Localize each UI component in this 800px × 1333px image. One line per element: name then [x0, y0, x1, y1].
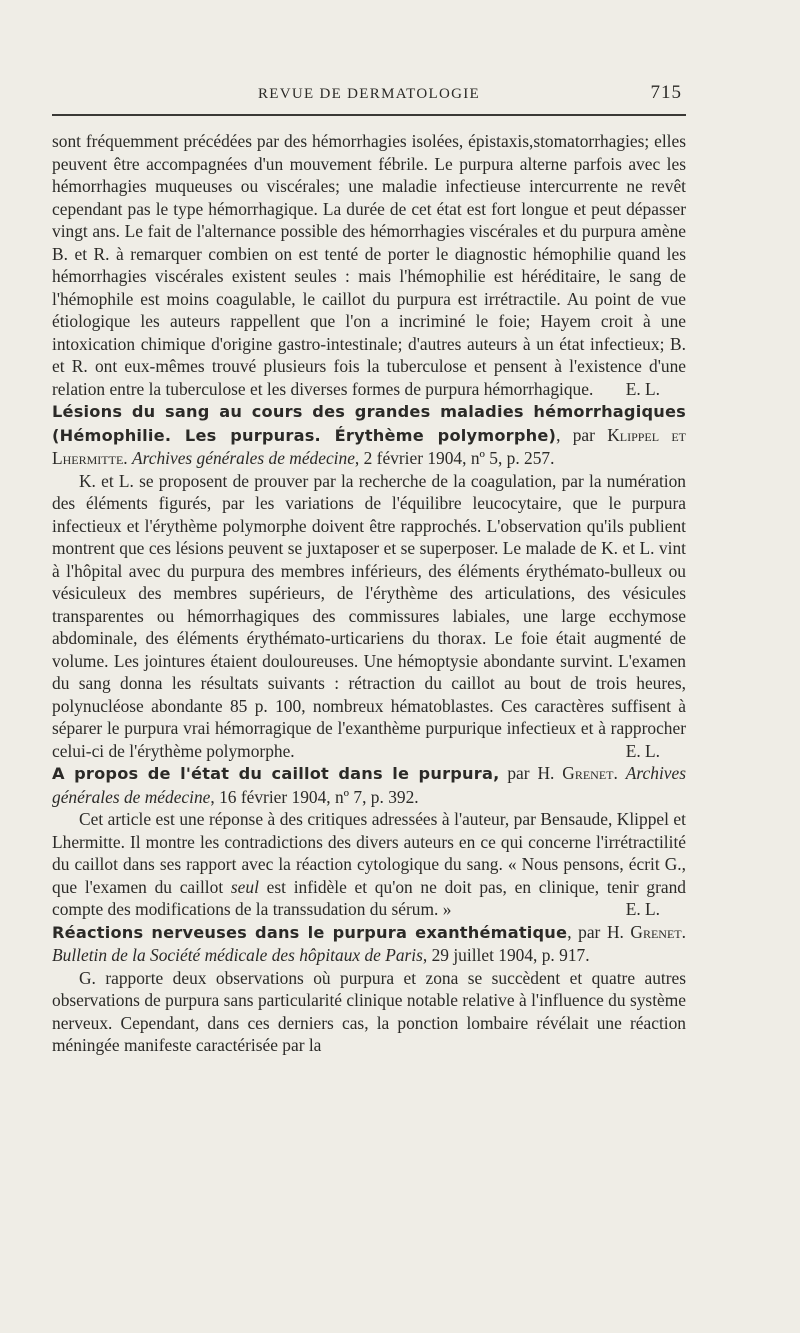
page-header — [52, 80, 686, 116]
journal-name: Archives générales de médecine — [132, 448, 355, 468]
paragraph-text: est infidèle et qu'on ne doit pas, en clinique, tenir grand compte des modifications de la transsudation du sérum. » — [52, 876, 687, 919]
entry-body — [52, 808, 686, 921]
paragraph-text: Cet article est une réponse à des critiques adressées à l'auteur, par Bensaude, Klippel et Lhermitte. Il montre les contradictions des divers auteurs en ce qui concerne l'irrétractilité du caillot dans ses rapport avec la réaction cytologique du sang. « Nous pensons, écrit G., que l'examen du caillot — [52, 809, 686, 897]
entry-title: Lésions du sang au cours des grandes maladies hémorrhagiques (Hémophilie. Les purpuras. Érythème polymorphe) — [52, 402, 686, 445]
author-signature: E. L. — [625, 740, 660, 761]
entry-heading — [52, 921, 686, 967]
running-title: REVUE DE DERMATOLOGIE — [257, 86, 480, 102]
page-body — [52, 130, 686, 1057]
entry-by: , par — [556, 424, 595, 445]
citation: , 2 février 1904, nº 5, p. 257. — [354, 448, 555, 468]
journal-name: Bulletin de la Société médicale des hôpitaux de Paris — [52, 945, 423, 965]
entry-by: , par — [567, 921, 601, 942]
entry-authors: Klippel et Lhermitte. — [52, 424, 686, 468]
entry-authors: H. Grenet. — [537, 763, 618, 783]
journal-name: Archives générales de médecine — [52, 763, 686, 807]
entry-heading — [52, 400, 686, 470]
citation: , 29 juillet 1904, p. 917. — [422, 945, 590, 965]
citation: , 16 février 1904, nº 7, p. 392. — [210, 786, 419, 807]
entry-body — [52, 967, 686, 1057]
entry-title: A propos de l'état du caillot dans le purpura, — [52, 764, 500, 783]
entry-body — [52, 470, 686, 763]
entry-heading — [52, 762, 686, 808]
entry-title: Réactions nerveuses dans le purpura exanthématique — [52, 922, 568, 942]
paragraph-text: sont fréquemment précédées par des hémorrhagies isolées, épistaxis,stomatorrhagies; elles peuvent être accompagnées d'un mouvement fébrile. Le purpura alterne parfois avec les hémorrhagies muqueuses ou viscérales; une maladie infectieuse intercurrente ne revêt cependant pas le type hémorrhagique. La durée de cet état est fort longue et peut dépasser vingt ans. Le fait de l'alternance possible des hémorrhagies viscérales et du purpura amène B. et R. à remarquer combien on est tenté de porter le diagnostic hémophilie quand les hémorrhagies viscérales existent seules : mais l'hémophilie est héréditaire, le sang de l'hémophile est moins coagulable, le caillot du purpura est irrétractile. Au point de vue étiologique les auteurs rappellent que l'on a incriminé le foie; Hayem croit à une intoxication chimique d'origine gastro-intestinale; d'autres auteurs à un état infectieux; B. et R. ont eux-mêmes trouvé plusieurs fois la tuberculose et pensent à l'existence d'une relation entre la tuberculose et les diverses formes de purpura hémorrhagique. — [52, 131, 686, 399]
previous-review-paragraph — [52, 130, 686, 400]
entry-authors: H. Grenet. — [606, 921, 686, 942]
page-number: 715 — [650, 82, 682, 103]
paragraph-text: K. et L. se proposent de prouver par la recherche de la coagulation, par la numération des éléments figurés, par les variations de l'équilibre leucocytaire, que le purpura infectieux et l'érythème polymorphe doivent être rapprochés. L'observation qu'ils publient montrent que ces lésions peuvent se juxtaposer et se superposer. Le malade de K. et L. vint à l'hôpital avec du purpura des membres inférieurs, des éléments érythémato-bulleux ou vésiculeux des membres supérieurs, de l'érythème des articulations, des vésicules transparentes ou hémorrhagiques des commissures labiales, une large ecchymose abdominale, des éléments érythémato-urticariens du thorax. Le foie était augmenté de volume. Les jointures étaient douloureuses. Une hémoptysie abondante survint. L'examen du sang donna les résultats suivants : rétraction du caillot au bout de trois heures, polynucléose abondante 85 p. 100, nombreux hématoblastes. Ces caractères suffisent à séparer le purpura vrai hémorragique de l'exanthème purpurique infectieux et à rapprocher celui-ci de l'érythème polymorphe. — [52, 470, 686, 761]
author-signature: E. L. — [625, 378, 660, 399]
entry-by: par — [499, 763, 530, 783]
paragraph-text: G. rapporte deux observations où purpura et zona se succèdent et quatre autres observations de purpura sans particularité clinique notable relative à l'influence du système nerveux. Cependant, dans ces derniers cas, la ponction lombaire révélait une réaction méningée manifeste caractérisée par la — [52, 967, 686, 1055]
author-signature: E. L. — [625, 899, 660, 919]
emphasis: seul — [230, 876, 259, 897]
